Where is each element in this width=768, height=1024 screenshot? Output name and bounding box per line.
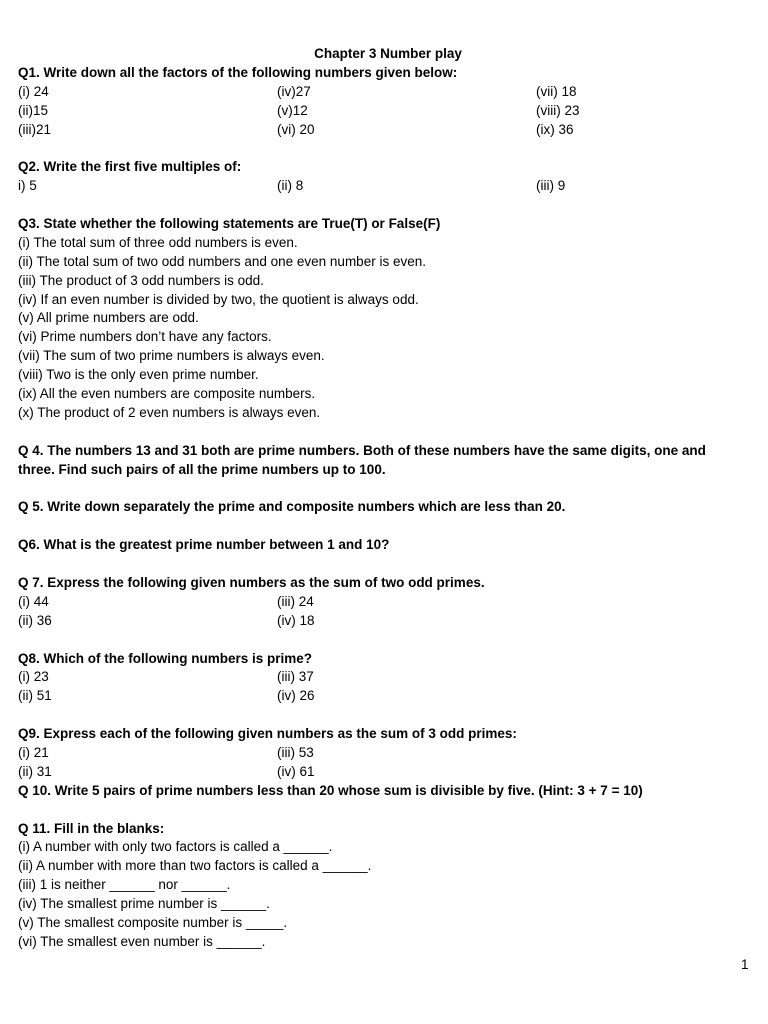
q8-heading: Q8. Which of the following numbers is prime? bbox=[18, 650, 313, 666]
q8-row bbox=[18, 668, 750, 687]
q8-item: (iii) 37 bbox=[277, 669, 314, 685]
q1-item: (ii)15 bbox=[18, 102, 49, 118]
q11-blank-item: (v) The smallest composite number is _____. bbox=[18, 914, 288, 930]
q3-statement: (vii) The sum of two prime numbers is always even. bbox=[18, 348, 325, 364]
q8-item: (i) 23 bbox=[18, 669, 49, 685]
q3-statement: (ix) All the even numbers are composite numbers. bbox=[18, 386, 316, 402]
page-title: Chapter 3 Number play bbox=[314, 46, 462, 61]
q3-statement: (x) The product of 2 even numbers is always even. bbox=[18, 404, 321, 420]
q1-item: (v)12 bbox=[277, 102, 308, 118]
q9-item: (ii) 31 bbox=[18, 763, 52, 779]
q11-blank-item: (ii) A number with more than two factors is called a ______. bbox=[18, 858, 372, 874]
q3-heading: Q3. State whether the following statements are True(T) or False(F) bbox=[18, 216, 441, 232]
q4-heading-line2: three. Find such pairs of all the prime numbers up to 100. bbox=[18, 461, 386, 477]
q1-heading: Q1. Write down all the factors of the following numbers given below: bbox=[18, 64, 458, 80]
q3-statement: (iv) If an even number is divided by two, the quotient is always odd. bbox=[18, 291, 419, 307]
q9-row bbox=[18, 744, 750, 763]
q5-heading: Q 5. Write down separately the prime and composite numbers which are less than 20. bbox=[18, 499, 566, 515]
q8-item: (iv) 26 bbox=[277, 688, 315, 704]
q7-item: (iii) 24 bbox=[277, 593, 314, 609]
q8-item: (ii) 51 bbox=[18, 688, 52, 704]
q9-item: (iv) 61 bbox=[277, 763, 315, 779]
q1-row bbox=[18, 83, 750, 102]
q1-row bbox=[18, 121, 750, 140]
q6-heading: Q6. What is the greatest prime number between 1 and 10? bbox=[18, 537, 390, 553]
q3-statement: (i) The total sum of three odd numbers is even. bbox=[18, 234, 298, 250]
q1-item: (vi) 20 bbox=[277, 121, 315, 137]
q9-item: (iii) 53 bbox=[277, 744, 314, 760]
q1-item: (viii) 23 bbox=[536, 102, 580, 118]
q1-item: (vii) 18 bbox=[536, 83, 577, 99]
q11-blank-item: (i) A number with only two factors is called a ______. bbox=[18, 839, 333, 855]
q7-row bbox=[18, 593, 750, 612]
page-number: 1 bbox=[741, 957, 749, 972]
q3-statement: (ii) The total sum of two odd numbers and one even number is even. bbox=[18, 253, 426, 269]
q9-heading: Q9. Express each of the following given numbers as the sum of 3 odd primes: bbox=[18, 726, 517, 742]
q11-heading: Q 11. Fill in the blanks: bbox=[18, 820, 165, 836]
q11-blank-item: (vi) The smallest even number is ______. bbox=[18, 933, 266, 949]
q10-heading: Q 10. Write 5 pairs of prime numbers less than 20 whose sum is divisible by five. (Hint: 3 + 7 = 10) bbox=[18, 782, 643, 798]
q2-heading: Q2. Write the first five multiples of: bbox=[18, 159, 242, 175]
q4-heading-line1: Q 4. The numbers 13 and 31 both are prime numbers. Both of these numbers have the same digits, one and bbox=[18, 442, 706, 458]
q3-statement: (viii) Two is the only even prime number. bbox=[18, 367, 259, 383]
q7-item: (i) 44 bbox=[18, 593, 49, 609]
q2-item: (ii) 8 bbox=[277, 178, 304, 194]
q3-statement: (v) All prime numbers are odd. bbox=[18, 310, 199, 326]
q9-row bbox=[18, 763, 750, 782]
q7-heading: Q 7. Express the following given numbers as the sum of two odd primes. bbox=[18, 574, 485, 590]
q2-item: i) 5 bbox=[18, 178, 37, 194]
q3-statement: (iii) The product of 3 odd numbers is odd. bbox=[18, 272, 264, 288]
q1-item: (iv)27 bbox=[277, 83, 311, 99]
q11-blank-item: (iii) 1 is neither ______ nor ______. bbox=[18, 877, 231, 893]
q1-row bbox=[18, 102, 750, 121]
q11-blank-item: (iv) The smallest prime number is ______. bbox=[18, 896, 270, 912]
q1-item: (iii)21 bbox=[18, 121, 52, 137]
q7-row bbox=[18, 612, 750, 631]
q1-item: (ix) 36 bbox=[536, 121, 574, 137]
q3-statement: (vi) Prime numbers don’t have any factors. bbox=[18, 329, 272, 345]
worksheet-page bbox=[18, 45, 750, 952]
q2-row bbox=[18, 177, 750, 196]
q1-item: (i) 24 bbox=[18, 83, 49, 99]
q7-item: (ii) 36 bbox=[18, 612, 52, 628]
q8-row bbox=[18, 687, 750, 706]
q2-item: (iii) 9 bbox=[536, 178, 566, 194]
q9-item: (i) 21 bbox=[18, 744, 49, 760]
q7-item: (iv) 18 bbox=[277, 612, 315, 628]
